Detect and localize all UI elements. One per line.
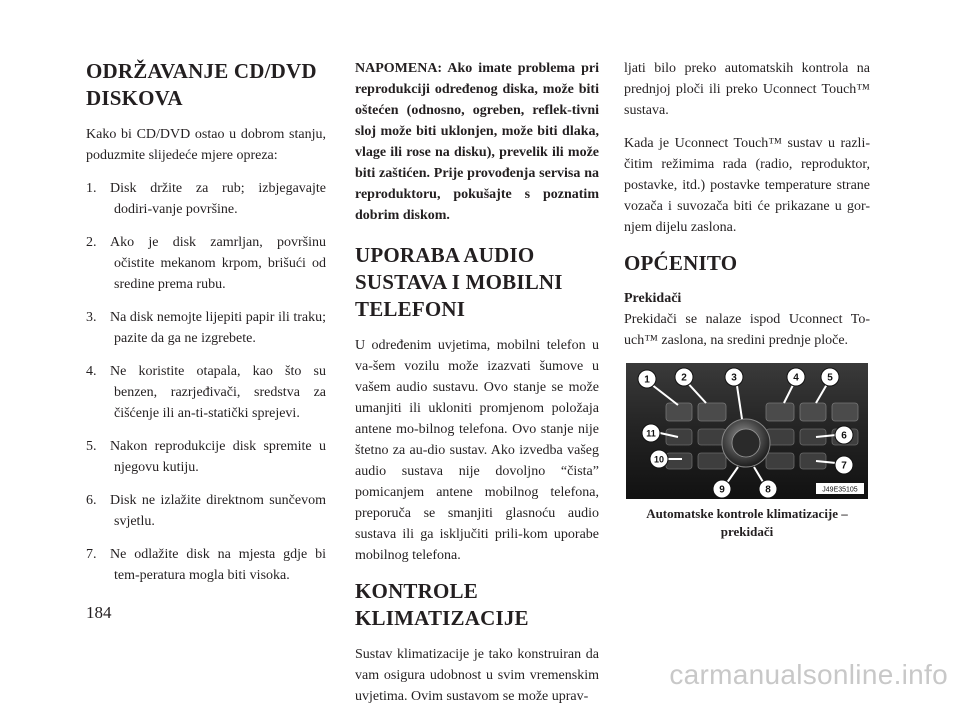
step-number: 5.: [86, 439, 97, 454]
step-number: 1.: [86, 181, 97, 196]
section-heading-audio-phones: UPORABA AUDIO SUSTAVA I MOBILNI TELEFONI: [355, 243, 563, 321]
note-paragraph: NAPOMENA: Ako imate problema pri reprodukciji određenog diska, može biti oštećen (odnosno, ogreben, reflek-tivni sloj može biti uklonjen, može biti dlaka, vlage ili rose na disku), prevelik ili može biti zaštićen. Prije provođenja servisa na reproduktoru, pokušajte s poznatim dobrim diskom.: [355, 61, 599, 223]
step-text: Nakon reprodukcije disk spremite u njegovu kutiju.: [110, 439, 326, 475]
uconnect-paragraph: Kada je Uconnect Touch™ sustav u razli-čitim režimima rada (radio, reproduktor, postavke, itd.) postavke temperature strane vozača i suvozača biti će prikazane u gor-njem dijelu zaslona.: [624, 136, 870, 235]
climate-controls-figure: [626, 363, 868, 499]
list-item: [86, 544, 326, 586]
list-item: [86, 490, 326, 532]
climate-paragraph: Sustav klimatizacije je tako konstruiran da vam osigura udobnost u svim vremenskim uvjetima. Ovim sustavom se može uprav-: [355, 647, 599, 704]
section-heading-general: OPĆENITO: [624, 251, 738, 275]
step-text: Disk držite za rub; izbjegavajte dodiri-vanje površine.: [110, 181, 326, 217]
step-text: Ne koristite otapala, kao što su benzen, razrjeđivači, sredstva za čišćenje ili an-ti-statički sprejevi.: [110, 364, 326, 421]
list-item: [86, 436, 326, 478]
step-number: 6.: [86, 493, 97, 508]
callout-label: 7: [841, 460, 847, 472]
step-text: Ne odlažite disk na mjesta gdje bi tem-peratura mogla biti visoka.: [110, 547, 326, 583]
step-number: 7.: [86, 547, 97, 562]
list-item: [86, 178, 326, 220]
climate-panel-photo: [626, 363, 868, 499]
figure-code: J49E35105: [822, 486, 858, 494]
subheading-switches: Prekidači: [624, 291, 682, 306]
care-steps-list: [86, 178, 326, 586]
callout-label: 5: [827, 372, 833, 384]
intro-paragraph: Kako bi CD/DVD ostao u dobrom stanju, poduzmite slijedeće mjere opreza:: [86, 127, 326, 163]
callout-label: 4: [793, 372, 799, 384]
step-number: 4.: [86, 364, 97, 379]
column-left: [86, 58, 326, 598]
callout-label: 11: [646, 428, 656, 439]
callout-label: 3: [731, 372, 737, 384]
step-text: Disk ne izlažite direktnom sunčevom svjetlu.: [110, 493, 326, 529]
switches-paragraph: Prekidači se nalaze ispod Uconnect To-uch™ zaslona, na sredini prednje ploče.: [624, 312, 870, 348]
step-number: 3.: [86, 310, 97, 325]
section-heading-cd-dvd: ODRŽAVANJE CD/DVD DISKOVA: [86, 59, 317, 110]
continued-paragraph: ljati bilo preko automatskih kontrola na prednjoj ploči ili preko Uconnect Touch™ sustava.: [624, 61, 870, 118]
column-right: [624, 58, 870, 541]
callout-label: 1: [644, 374, 650, 386]
callout-label: 8: [765, 484, 771, 496]
callout-label: 9: [719, 484, 725, 496]
list-item: [86, 232, 326, 295]
audio-phones-paragraph: U određenim uvjetima, mobilni telefon u va-šem vozilu može izazvati šumove u vašem audio sustavu. Ovo stanje se može umanjiti ili ukloniti promjenom položaja antene mo-bilnog telefona. Ovo stanje nije štetno za au-dio sustav. Ako izvedba vašeg audio sustava nije dovoljno “čista” pomicanjem antene mobilnog telefona, preporuča se smanjiti glasnoću audio sustava ili ga isključiti prili-kom uporabe mobilnog telefona.: [355, 338, 599, 563]
column-middle: [355, 58, 599, 719]
section-heading-climate: KONTROLE KLIMATIZACIJE: [355, 579, 529, 630]
page-number: 184: [86, 603, 112, 622]
step-text: Na disk nemojte lijepiti papir ili traku; pazite da ga ne izgrebete.: [110, 310, 326, 346]
step-text: Ako je disk zamrljan, površinu očistite mekanom krpom, brišući od sredine prema rubu.: [110, 235, 326, 292]
list-item: [86, 361, 326, 424]
watermark: carmanualsonline.info: [669, 659, 948, 690]
step-number: 2.: [86, 235, 97, 250]
callout-label: 2: [681, 372, 687, 384]
callout-label: 10: [653, 454, 665, 465]
figure-caption: Automatske kontrole klimatizacije – prekidači: [646, 506, 848, 539]
callout-label: 6: [841, 430, 847, 442]
list-item: [86, 307, 326, 349]
